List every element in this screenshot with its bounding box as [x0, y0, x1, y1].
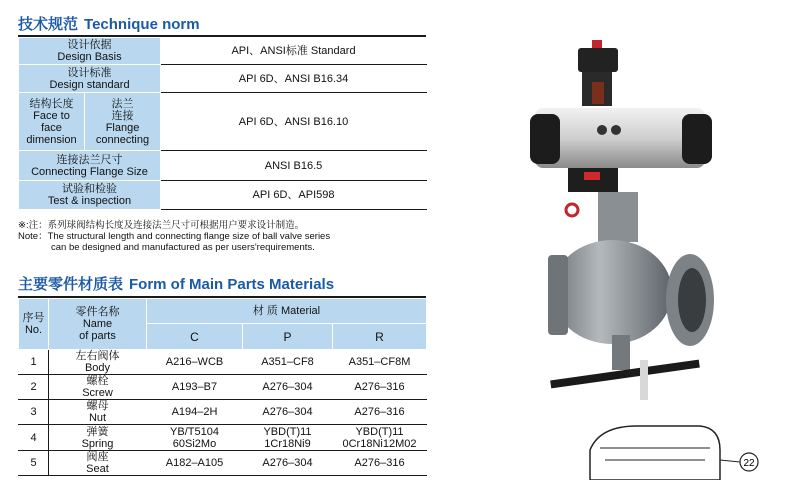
note-en-line1: Note：The structural length and connecting flange size of ball valve series	[18, 231, 331, 242]
row-r: A276–316	[333, 375, 427, 400]
technique-label: 结构长度 Face to face dimension	[19, 93, 85, 151]
parts-header-row	[19, 299, 427, 324]
parts-title-cn: 主要零件材质表	[18, 276, 124, 293]
technique-sublabel: 法兰 连接 Flange connecting	[85, 93, 161, 151]
row-r: A276–316	[333, 451, 427, 476]
table-row	[19, 425, 427, 451]
row-no: 5	[19, 451, 49, 476]
technique-label: 设计标准 Design standard	[19, 65, 161, 93]
parts-title-en: Form of Main Parts Materials	[129, 276, 335, 293]
note-en-line2: can be designed and manufactured as per users'requirements.	[51, 242, 315, 253]
row-c: A216–WCB	[147, 350, 243, 375]
valve-photo	[520, 30, 730, 430]
row-c: A193–B7	[147, 375, 243, 400]
row-name: 左右阀体 Body	[49, 350, 147, 375]
technique-row	[19, 93, 427, 151]
row-no: 1	[19, 350, 49, 375]
header-col-c: C	[147, 324, 243, 350]
row-c: YB/T5104 60Si2Mo	[147, 425, 243, 451]
row-name: 螺栓 Screw	[49, 375, 147, 400]
switch-box	[578, 48, 618, 72]
technique-value: API 6D、API598	[161, 181, 427, 210]
row-p: A276–304	[243, 400, 333, 425]
row-no: 2	[19, 375, 49, 400]
table-row	[19, 350, 427, 375]
technique-row	[19, 65, 427, 93]
table-row	[19, 400, 427, 425]
technique-table	[18, 37, 427, 210]
technique-title-en: Technique norm	[84, 16, 200, 33]
technique-title-cn: 技术规范	[18, 16, 79, 33]
note-block	[18, 220, 428, 253]
header-col-r: R	[333, 324, 427, 350]
parts-title	[18, 273, 334, 294]
row-c: A182–A105	[147, 451, 243, 476]
technique-title	[18, 13, 200, 34]
row-c: A194–2H	[147, 400, 243, 425]
technique-row	[19, 38, 427, 65]
row-name: 阀座 Seat	[49, 451, 147, 476]
indicator-cap	[592, 40, 602, 48]
technique-label: 试验和检验 Test & inspection	[19, 181, 161, 210]
technique-value: API、ANSI标准 Standard	[161, 38, 427, 65]
row-r: YBD(T)11 0Cr18Ni12M02	[333, 425, 427, 451]
valve-body	[552, 240, 672, 344]
technique-row	[19, 151, 427, 181]
row-name: 弹簧 Spring	[49, 425, 147, 451]
header-material: 材 质 Material	[147, 299, 427, 324]
exploded-drawing	[580, 420, 780, 480]
header-no: 序号 No.	[19, 299, 49, 350]
technique-label: 设计依据 Design Basis	[19, 38, 161, 65]
row-p: A276–304	[243, 451, 333, 476]
callout-number: 22	[743, 458, 755, 469]
table-row	[19, 451, 427, 476]
header-col-p: P	[243, 324, 333, 350]
technique-row	[19, 181, 427, 210]
technique-label: 连接法兰尺寸 Connecting Flange Size	[19, 151, 161, 181]
row-r: A351–CF8M	[333, 350, 427, 375]
row-name: 螺母 Nut	[49, 400, 147, 425]
row-p: A276–304	[243, 375, 333, 400]
row-p: A351–CF8	[243, 350, 333, 375]
row-no: 4	[19, 425, 49, 451]
note-cn: ※:注：系列球阀结构长度及连接法兰尺寸可根据用户要求设计制造。	[18, 220, 305, 231]
technique-value: API 6D、ANSI B16.34	[161, 65, 427, 93]
parts-table	[18, 298, 427, 476]
table-row	[19, 375, 427, 400]
header-name: 零件名称 Name of parts	[49, 299, 147, 350]
technique-value: ANSI B16.5	[161, 151, 427, 181]
row-r: A276–316	[333, 400, 427, 425]
actuator	[535, 108, 705, 168]
row-p: YBD(T)11 1Cr18Ni9	[243, 425, 333, 451]
technique-value: API 6D、ANSI B16.10	[161, 93, 427, 151]
row-no: 3	[19, 400, 49, 425]
